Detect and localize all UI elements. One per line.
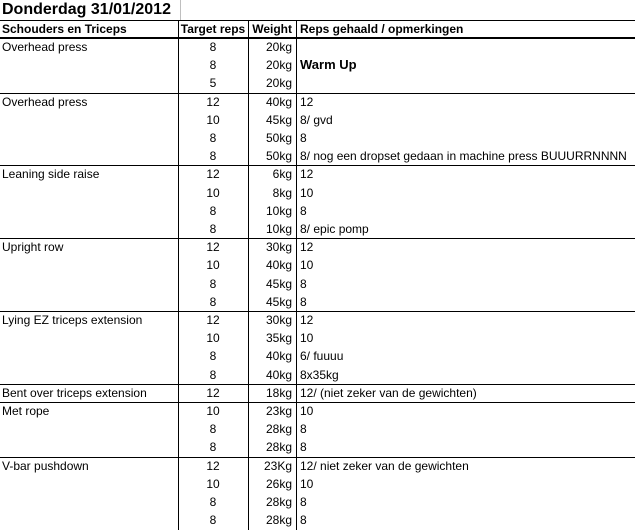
cell-notes[interactable]: 8 [300, 440, 307, 455]
cell-target-reps[interactable]: 10 [206, 258, 220, 273]
cell-exercise[interactable] [0, 202, 178, 220]
cell-exercise[interactable] [0, 275, 178, 293]
cell-exercise[interactable] [0, 366, 178, 384]
table-row [0, 56, 635, 74]
cell-exercise[interactable]: V-bar pushdown [2, 458, 89, 473]
cell-notes[interactable]: 12 [300, 240, 314, 255]
cell-exercise[interactable] [0, 329, 178, 347]
cell-exercise[interactable]: Lying EZ triceps extension [2, 313, 143, 327]
table-row [0, 220, 635, 238]
cell-notes[interactable]: 12/ (niet zeker van de gewichten) [300, 385, 477, 400]
cell-target-reps[interactable]: 8 [209, 440, 217, 455]
cell-exercise[interactable]: Upright row [2, 240, 64, 255]
table-row [0, 147, 635, 165]
cell-notes[interactable]: 10 [300, 331, 314, 346]
cell-exercise[interactable] [0, 420, 178, 438]
cell-exercise[interactable] [0, 56, 178, 74]
cell-weight[interactable]: 20kg [265, 76, 292, 91]
title-row [0, 0, 635, 20]
cell-notes[interactable]: 8 [300, 203, 307, 218]
cell-weight[interactable]: 30kg [265, 240, 292, 255]
table-row [0, 74, 635, 92]
cell-notes[interactable]: 10 [300, 476, 314, 491]
cell-exercise[interactable] [0, 147, 178, 165]
table-row [0, 384, 635, 402]
cell-notes[interactable]: 8/ epic pomp [300, 222, 369, 236]
cell-target-reps[interactable]: 10 [206, 331, 220, 346]
cell-target-reps[interactable]: 8 [209, 40, 217, 54]
cell-weight[interactable]: 45kg [265, 112, 292, 127]
table-row [0, 457, 635, 475]
table-row [0, 420, 635, 438]
table-row [0, 347, 635, 365]
cell-exercise[interactable] [0, 111, 178, 129]
header-exercise[interactable]: Schouders en Triceps [2, 22, 127, 36]
cell-exercise[interactable] [0, 129, 178, 147]
cell-exercise[interactable]: Overhead press [2, 40, 88, 54]
table-row [0, 438, 635, 456]
cell-target-reps[interactable]: 10 [206, 112, 220, 127]
table-row [0, 165, 635, 183]
cell-exercise[interactable] [0, 293, 178, 311]
cell-target-reps[interactable]: 12 [206, 240, 220, 255]
cell-exercise[interactable]: Met rope [2, 404, 50, 418]
cell-notes[interactable]: 8 [300, 276, 307, 291]
cell-target-reps[interactable]: 8 [209, 131, 217, 145]
cell-notes[interactable]: 8 [300, 294, 307, 309]
column-divider [248, 20, 249, 530]
table-row [0, 511, 635, 529]
cell-weight[interactable]: 20kg [265, 40, 292, 54]
cell-target-reps[interactable]: 8 [209, 367, 217, 382]
table-row [0, 366, 635, 384]
cell-weight[interactable]: 28kg [265, 422, 292, 437]
cell-weight[interactable]: 28kg [265, 495, 292, 509]
cell-weight[interactable]: 35kg [265, 331, 292, 346]
cell-weight[interactable]: 40kg [265, 367, 292, 382]
cell-exercise[interactable] [0, 220, 178, 238]
cell-notes[interactable]: 6/ fuuuu [300, 349, 344, 364]
table-row [0, 311, 635, 329]
cell-target-reps[interactable]: 8 [209, 513, 217, 528]
cell-weight[interactable]: 40kg [265, 349, 292, 364]
cell-exercise[interactable] [0, 438, 178, 456]
cell-weight[interactable]: 40kg [265, 258, 292, 273]
cell-target-reps[interactable]: 8 [209, 422, 217, 437]
cell-exercise[interactable] [0, 184, 178, 202]
cell-weight[interactable]: 40kg [265, 94, 292, 109]
cell-target-reps[interactable]: 8 [209, 276, 217, 291]
cell-target-reps[interactable]: 8 [209, 349, 217, 364]
column-divider [178, 20, 179, 530]
cell-notes[interactable]: 10 [300, 185, 314, 200]
cell-notes[interactable]: 8 [300, 513, 307, 528]
cell-weight[interactable]: 6kg [272, 167, 292, 182]
cell-target-reps[interactable]: 5 [209, 76, 217, 91]
cell-weight[interactable]: 45kg [265, 294, 292, 309]
cell-weight[interactable]: 23Kg [263, 458, 292, 473]
header-target-reps[interactable]: Target reps [180, 22, 246, 36]
cell-notes[interactable]: 10 [300, 258, 314, 273]
cell-exercise[interactable] [0, 475, 178, 493]
cell-target-reps[interactable]: 8 [209, 203, 217, 218]
table-row [0, 111, 635, 129]
cell-exercise[interactable] [0, 511, 178, 529]
cell-notes[interactable]: 12 [300, 313, 314, 327]
cell-target-reps[interactable]: 10 [206, 404, 220, 418]
cell-weight[interactable]: 50kg [265, 149, 292, 164]
title-cell-border [180, 0, 181, 20]
cell-target-reps[interactable]: 8 [209, 58, 217, 73]
cell-notes[interactable]: 12/ niet zeker van de gewichten [300, 458, 469, 473]
cell-weight[interactable]: 28kg [265, 513, 292, 528]
cell-exercise[interactable]: Bent over triceps extension [2, 385, 147, 400]
cell-weight[interactable]: 10kg [265, 203, 292, 218]
cell-target-reps[interactable]: 8 [209, 294, 217, 309]
cell-target-reps[interactable]: 10 [206, 185, 220, 200]
cell-notes[interactable]: 8 [300, 131, 307, 145]
cell-notes[interactable]: 8 [300, 495, 307, 509]
table-row [0, 38, 635, 56]
cell-weight[interactable]: 45kg [265, 276, 292, 291]
cell-weight[interactable]: 18kg [265, 385, 292, 400]
cell-target-reps[interactable]: 12 [206, 94, 220, 109]
cell-weight[interactable]: 8kg [272, 185, 292, 200]
cell-target-reps[interactable]: 10 [206, 476, 220, 491]
cell-weight[interactable]: 30kg [265, 313, 292, 327]
header-weight[interactable]: Weight [252, 22, 292, 36]
table-row [0, 475, 635, 493]
cell-exercise[interactable]: Overhead press [2, 94, 88, 109]
table-row [0, 402, 635, 420]
cell-target-reps[interactable]: 12 [206, 458, 220, 473]
cell-notes[interactable]: 12 [300, 94, 314, 109]
table-row [0, 93, 635, 111]
cell-exercise[interactable]: Leaning side raise [2, 167, 100, 182]
cell-notes[interactable]: 8/ nog een dropset gedaan in machine press BUUURRNNNN [300, 149, 627, 164]
cell-weight[interactable]: 20kg [265, 58, 292, 73]
header-row [0, 20, 635, 38]
table-row [0, 238, 635, 256]
table-row [0, 293, 635, 311]
cell-weight[interactable]: 10kg [265, 222, 292, 236]
cell-notes[interactable]: 8x35kg [300, 367, 339, 382]
table-row [0, 184, 635, 202]
sheet-title[interactable]: Donderdag 31/01/2012 [2, 1, 171, 18]
header-notes[interactable]: Reps gehaald / opmerkingen [300, 22, 464, 36]
cell-exercise[interactable] [0, 493, 178, 511]
cell-notes[interactable] [296, 39, 635, 57]
cell-notes[interactable]: 12 [300, 167, 314, 182]
cell-target-reps[interactable]: 8 [209, 222, 217, 236]
cell-weight[interactable]: 28kg [265, 440, 292, 455]
cell-exercise[interactable] [0, 74, 178, 92]
cell-target-reps[interactable]: 12 [206, 167, 220, 182]
cell-target-reps[interactable]: 12 [206, 313, 220, 327]
cell-notes[interactable] [296, 74, 635, 92]
table-row [0, 129, 635, 147]
cell-weight[interactable]: 50kg [265, 131, 292, 145]
table-row [0, 493, 635, 511]
table-row [0, 202, 635, 220]
cell-notes[interactable]: Warm Up [300, 57, 357, 73]
cell-exercise[interactable] [0, 256, 178, 274]
cell-weight[interactable]: 26kg [265, 476, 292, 491]
cell-weight[interactable]: 23kg [265, 404, 292, 418]
table-row [0, 275, 635, 293]
cell-notes[interactable]: 10 [300, 404, 314, 418]
table-row [0, 329, 635, 347]
cell-target-reps[interactable]: 12 [206, 385, 220, 400]
cell-target-reps[interactable]: 8 [209, 495, 217, 509]
column-divider [296, 20, 297, 530]
cell-exercise[interactable] [0, 347, 178, 365]
cell-target-reps[interactable]: 8 [209, 149, 217, 164]
cell-notes[interactable]: 8/ gvd [300, 112, 333, 127]
cell-notes[interactable]: 8 [300, 422, 307, 437]
table-row [0, 256, 635, 274]
